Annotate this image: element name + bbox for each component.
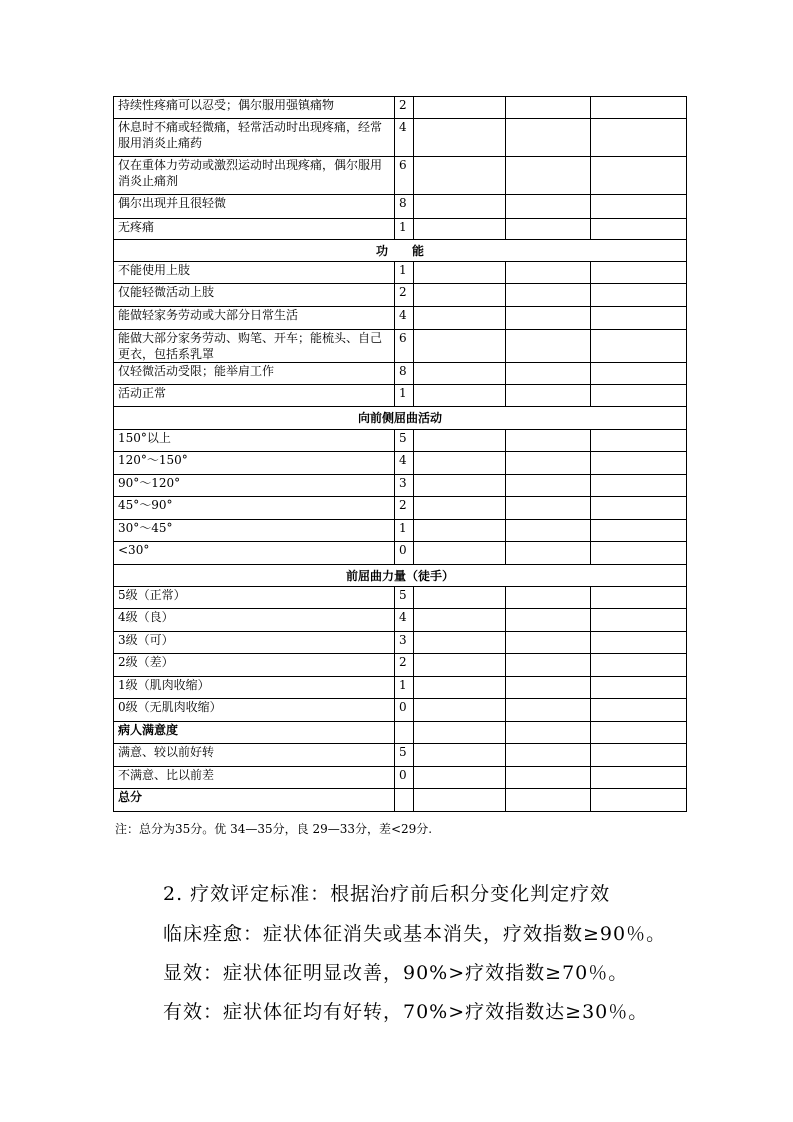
table-row <box>114 767 687 789</box>
empty-score-cell <box>591 497 687 520</box>
criterion-label: 仅轻微活动受限；能举肩工作 <box>114 363 395 385</box>
criterion-score: 1 <box>395 219 414 240</box>
table-row <box>114 195 687 219</box>
empty-score-cell <box>591 587 687 609</box>
criterion-score: 0 <box>395 699 414 722</box>
section-title: 前屈曲力量（徒手） <box>114 565 687 587</box>
empty-score-cell <box>591 430 687 452</box>
criterion-label: 不满意、比以前差 <box>114 767 395 789</box>
criterion-score: 6 <box>395 157 414 195</box>
table-row <box>114 97 687 119</box>
empty-score-cell <box>414 262 506 284</box>
criterion-label: 5级（正常） <box>114 587 395 609</box>
empty-score-cell <box>506 632 591 654</box>
empty-score-cell <box>506 609 591 632</box>
criterion-label: 活动正常 <box>114 385 395 407</box>
table-row <box>114 789 687 812</box>
criterion-score: 8 <box>395 195 414 219</box>
empty-score-cell <box>414 475 506 497</box>
criterion-label: 满意、较以前好转 <box>114 744 395 767</box>
section-title: 向前侧屈曲活动 <box>114 407 687 430</box>
criterion-label: 3级（可） <box>114 632 395 654</box>
table-row <box>114 654 687 677</box>
criterion-score: 0 <box>395 767 414 789</box>
empty-score-cell <box>506 219 591 240</box>
section-title: 功 能 <box>114 240 687 262</box>
empty-score-cell <box>414 430 506 452</box>
empty-score-cell <box>506 677 591 699</box>
empty-score-cell <box>414 789 506 812</box>
empty-score-cell <box>591 157 687 195</box>
empty-score-cell <box>506 195 591 219</box>
table-row <box>114 284 687 307</box>
empty-score-cell <box>591 542 687 565</box>
table-row <box>114 475 687 497</box>
criterion-score: 1 <box>395 520 414 542</box>
empty-score-cell <box>591 385 687 407</box>
empty-score-cell <box>506 363 591 385</box>
criterion-score: 4 <box>395 119 414 157</box>
table-body <box>114 97 687 812</box>
empty-score-cell <box>506 452 591 475</box>
empty-score-cell <box>591 97 687 119</box>
empty-score-cell <box>414 219 506 240</box>
criterion-score: 4 <box>395 307 414 330</box>
criterion-label: 无疼痛 <box>114 219 395 240</box>
empty-score-cell <box>414 654 506 677</box>
paragraph-criteria-heading: 2. 疗效评定标准：根据治疗前后积分变化判定疗效 <box>163 883 611 905</box>
paragraph-marked-effect: 显效：症状体征明显改善，90%>疗效指数≥70％。 <box>163 962 629 984</box>
table-row <box>114 262 687 284</box>
table-row <box>114 157 687 195</box>
empty-score-cell <box>506 307 591 330</box>
table-row <box>114 609 687 632</box>
criterion-label: <30° <box>114 542 395 565</box>
empty-score-cell <box>591 744 687 767</box>
empty-score-cell <box>414 284 506 307</box>
empty-score-cell <box>414 722 506 744</box>
table-row <box>114 497 687 520</box>
criterion-label: 30°～45° <box>114 520 395 542</box>
empty-score-cell <box>591 767 687 789</box>
criterion-label: 0级（无肌肉收缩） <box>114 699 395 722</box>
criterion-score: 5 <box>395 430 414 452</box>
empty-score-cell <box>506 789 591 812</box>
empty-score-cell <box>506 542 591 565</box>
empty-score-cell <box>414 452 506 475</box>
table-row <box>114 430 687 452</box>
empty-score-cell <box>414 542 506 565</box>
criterion-score <box>395 789 414 812</box>
empty-score-cell <box>414 157 506 195</box>
empty-score-cell <box>506 262 591 284</box>
empty-score-cell <box>506 119 591 157</box>
table-row <box>114 307 687 330</box>
empty-score-cell <box>414 609 506 632</box>
table-row <box>114 452 687 475</box>
criterion-label: 1级（肌肉收缩） <box>114 677 395 699</box>
table-row <box>114 699 687 722</box>
criterion-label: 45°～90° <box>114 497 395 520</box>
table-row <box>114 520 687 542</box>
criterion-label: 不能使用上肢 <box>114 262 395 284</box>
empty-score-cell <box>414 195 506 219</box>
criterion-score: 4 <box>395 609 414 632</box>
empty-score-cell <box>414 97 506 119</box>
empty-score-cell <box>591 609 687 632</box>
empty-score-cell <box>591 363 687 385</box>
empty-score-cell <box>414 307 506 330</box>
empty-score-cell <box>591 475 687 497</box>
empty-score-cell <box>506 475 591 497</box>
table-row <box>114 119 687 157</box>
criterion-label: 90°～120° <box>114 475 395 497</box>
empty-score-cell <box>591 520 687 542</box>
table-row <box>114 677 687 699</box>
empty-score-cell <box>414 632 506 654</box>
criterion-score: 2 <box>395 654 414 677</box>
table-row <box>114 744 687 767</box>
empty-score-cell <box>506 385 591 407</box>
criterion-label: 2级（差） <box>114 654 395 677</box>
criterion-label: 能做轻家务劳动或大部分日常生活 <box>114 307 395 330</box>
empty-score-cell <box>414 497 506 520</box>
empty-score-cell <box>414 363 506 385</box>
empty-score-cell <box>414 119 506 157</box>
criterion-score <box>395 722 414 744</box>
paragraph-clinical-cure: 临床痊愈：症状体征消失或基本消失，疗效指数≥90％。 <box>163 923 667 945</box>
criterion-score: 1 <box>395 262 414 284</box>
criterion-label: 能做大部分家务劳动、购笔、开车；能梳头、自己更衣，包括系乳罩 <box>114 330 395 363</box>
empty-score-cell <box>591 789 687 812</box>
criterion-label: 150°以上 <box>114 430 395 452</box>
empty-score-cell <box>591 219 687 240</box>
criterion-label: 偶尔出现并且很轻微 <box>114 195 395 219</box>
criterion-score: 6 <box>395 330 414 363</box>
empty-score-cell <box>591 195 687 219</box>
empty-score-cell <box>591 699 687 722</box>
table-row <box>114 330 687 363</box>
empty-score-cell <box>506 430 591 452</box>
criterion-score: 5 <box>395 744 414 767</box>
empty-score-cell <box>506 767 591 789</box>
criterion-label: 仅能轻微活动上肢 <box>114 284 395 307</box>
criterion-score: 1 <box>395 677 414 699</box>
paragraph-effective: 有效：症状体征均有好转，70%>疗效指数达≥30％。 <box>163 1001 649 1023</box>
empty-score-cell <box>414 587 506 609</box>
empty-score-cell <box>591 452 687 475</box>
empty-score-cell <box>591 677 687 699</box>
criterion-label: 4级（良） <box>114 609 395 632</box>
empty-score-cell <box>414 520 506 542</box>
empty-score-cell <box>506 587 591 609</box>
section-header-row <box>114 240 687 262</box>
empty-score-cell <box>414 330 506 363</box>
empty-score-cell <box>591 284 687 307</box>
empty-score-cell <box>506 157 591 195</box>
criterion-label: 持续性疼痛可以忍受；偶尔服用强镇痛物 <box>114 97 395 119</box>
empty-score-cell <box>506 330 591 363</box>
empty-score-cell <box>591 654 687 677</box>
criterion-score: 8 <box>395 363 414 385</box>
empty-score-cell <box>414 385 506 407</box>
criterion-label: 120°～150° <box>114 452 395 475</box>
section-header-row <box>114 565 687 587</box>
criterion-score: 4 <box>395 452 414 475</box>
criterion-label: 病人满意度 <box>114 722 395 744</box>
empty-score-cell <box>591 722 687 744</box>
table-note: 注：总分为35分。优 34—35分，良 29—33分，差<29分. <box>115 822 433 836</box>
section-header-row <box>114 407 687 430</box>
empty-score-cell <box>414 744 506 767</box>
empty-score-cell <box>506 699 591 722</box>
criterion-score: 0 <box>395 542 414 565</box>
table-row <box>114 587 687 609</box>
criterion-score: 1 <box>395 385 414 407</box>
criterion-score: 2 <box>395 497 414 520</box>
table-row <box>114 632 687 654</box>
score-table <box>113 96 687 812</box>
criterion-score: 2 <box>395 97 414 119</box>
empty-score-cell <box>506 520 591 542</box>
criterion-label: 休息时不痛或轻微痛，轻常活动时出现疼痛，经常服用消炎止痛药 <box>114 119 395 157</box>
criterion-score: 3 <box>395 632 414 654</box>
criterion-label: 仅在重体力劳动或激烈运动时出现疼痛，偶尔服用消炎止痛剂 <box>114 157 395 195</box>
table-row <box>114 385 687 407</box>
table-row <box>114 219 687 240</box>
table-row <box>114 542 687 565</box>
empty-score-cell <box>591 330 687 363</box>
criterion-label: 总分 <box>114 789 395 812</box>
table-row <box>114 363 687 385</box>
table-row <box>114 722 687 744</box>
empty-score-cell <box>591 262 687 284</box>
empty-score-cell <box>506 497 591 520</box>
criterion-score: 2 <box>395 284 414 307</box>
empty-score-cell <box>591 632 687 654</box>
empty-score-cell <box>506 744 591 767</box>
empty-score-cell <box>414 767 506 789</box>
empty-score-cell <box>591 119 687 157</box>
empty-score-cell <box>506 654 591 677</box>
empty-score-cell <box>506 722 591 744</box>
empty-score-cell <box>591 307 687 330</box>
criterion-score: 5 <box>395 587 414 609</box>
empty-score-cell <box>506 97 591 119</box>
criterion-score: 3 <box>395 475 414 497</box>
empty-score-cell <box>414 677 506 699</box>
empty-score-cell <box>506 284 591 307</box>
empty-score-cell <box>414 699 506 722</box>
